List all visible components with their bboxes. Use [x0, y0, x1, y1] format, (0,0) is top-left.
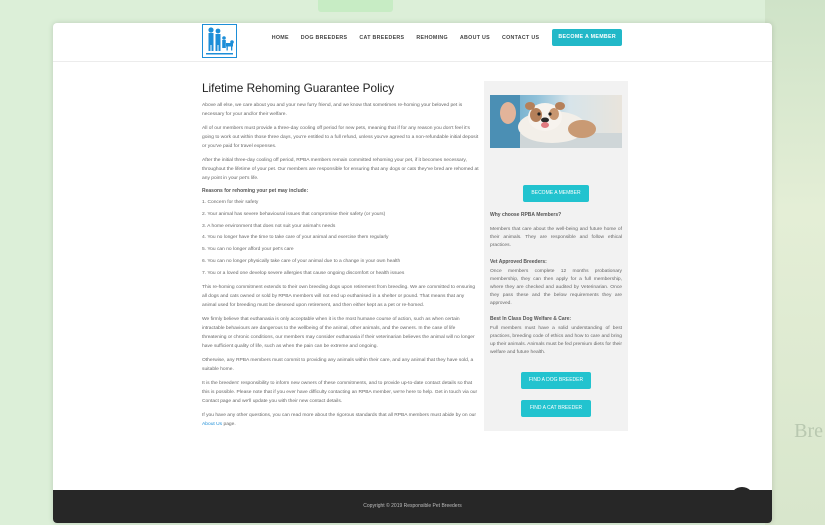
find-cat-breeder-button[interactable]: FIND A CAT BREEDER: [521, 400, 591, 417]
nav-cat-breeders[interactable]: CAT BREEDERS: [359, 34, 405, 41]
bulldog-photo: [490, 95, 622, 148]
best-section: [490, 316, 622, 357]
nav-contact-us[interactable]: CONTACT US: [501, 34, 540, 41]
nav-dog-breeders[interactable]: DOG BREEDERS: [300, 34, 348, 41]
list-item: 6. You can no longer physically take care of your animal due to a change in your own health: [202, 258, 401, 264]
list-item: 4. You no longer have the time to take care of your animal and exercise them regularly: [202, 235, 389, 241]
best-heading: Best In Class Dog Welfare & Care:: [490, 316, 572, 322]
questions-text-end: page.: [222, 422, 236, 428]
become-member-button[interactable]: BECOME A MEMBER: [523, 185, 589, 202]
paragraph-lifetime: After the initial three-day cooling off period, RPBA members remain committed rehoming your pet, if it becomes necessary, throughout the lifetime of your pet. Our members are responsible for ensuring that any dogs or cats they've bred are rehomed at any point in your pet's life.: [202, 158, 479, 181]
paragraph-cooling-off: All of our members must provide a three-day cooling off period for new pets, meaning that if for any reason you don't feel it's going to work out within those three days, you're entitled to a full refund, unless you've agreed to a non-refundable initial deposit or you've paid for travel expenses.: [202, 126, 479, 149]
copyright-text: Copyright © 2019 Responsible Pet Breeders: [363, 503, 462, 509]
site-footer: [53, 490, 772, 523]
family-logo-icon: [203, 25, 236, 57]
paragraph-suitable-home: Otherwise, any RPBA members must commit to providing any animals within their care, and any animal that they have sold, a suitable home.: [202, 358, 474, 373]
site-header: [53, 23, 772, 62]
list-item: 3. A home environment that does not suit your animal's needs: [202, 223, 336, 229]
reasons-heading: Reasons for rehoming your pet may include:: [202, 188, 309, 194]
nav-rehoming[interactable]: REHOMING: [416, 34, 448, 41]
best-text: Full members must have a solid understanding of best practices, breeding code of ethics and how to care and bring up their animals. Animals must be fed premium diets for their welfare and future health.: [490, 326, 622, 355]
vet-section: [490, 259, 622, 308]
paragraph-commitment: This re-homing commitment extends to their own breeding dogs upon retirement from breeding. We are committed to ensuring all dogs and cats owned or sold by RPBA members will not end up euthanised in a shelter or pound. That means that any animal used for breeding must be desexed upon retirement, and then either kept as a pet or re-homed.: [202, 285, 476, 309]
vet-text: Once members complete 12 months probationary membership, they can then apply for a full membership, where they are checked and audited by Veterinarian. Once they pass these and the below requirements they are approved.: [490, 269, 622, 306]
why-text-block: [490, 226, 622, 250]
reasons-list: [202, 200, 480, 277]
main-content: [202, 81, 480, 434]
background-right-panel: [765, 0, 825, 525]
bulldog-icon: [490, 95, 622, 148]
why-text: Members that care about the well-being and future home of their animals. They are responsible and follow ethical practices.: [490, 227, 622, 248]
background-text: Bre: [794, 420, 823, 442]
paragraph-responsibility: It is the breeders' responsibility to inform new owners of these commitments, and to provide up-to-date contact details so that this is possible. Please note that if you ever have difficulty contacting an RPBA member, we're here to help. Get in touch via our Contact page and we'll update you with their new contact details.: [202, 381, 478, 405]
questions-text: If you have any other questions, you can read more about the rigorous standards that all RPBA members must abide by on our: [202, 413, 477, 419]
paragraph-euthanasia: We firmly believe that euthanasia is only acceptable when it is the most humane course of action, such as when certain intractable behaviours are dangerous to the wellbeing of the animal, other animals, and the owners. In the case of life threatening or chronic conditions, our members may consider euthanasia if their veterinarian believes the animal will no longer have sufficient quality of life, such as when the pain can be extreme and ongoing.: [202, 317, 475, 350]
about-us-link[interactable]: About Us: [202, 422, 223, 428]
nav-home[interactable]: HOME: [271, 34, 289, 41]
browser-window: [53, 23, 772, 523]
find-dog-breeder-button[interactable]: FIND A DOG BREEDER: [521, 372, 591, 389]
list-item: 1. Concern for their safety: [202, 200, 259, 205]
paragraph-questions: [202, 411, 480, 429]
list-item: 5. You can no longer afford your pet's care: [202, 247, 294, 253]
list-item: 2. Your animal has severe behavioural issues that compromise their safety (or yours): [202, 211, 386, 217]
background-top-button: [318, 0, 393, 12]
why-heading: Why choose RPBA Members?: [490, 212, 562, 218]
sidebar: [484, 81, 628, 431]
paragraph-intro: Above all else, we care about you and your new furry friend, and we know that sometimes re-homing your beloved pet is necessary for your and/or their welfare.: [202, 103, 463, 117]
main-nav: [260, 29, 622, 46]
list-item: 7. You or a loved one develop severe allergies that cause ongoing discomfort or health issues: [202, 270, 405, 276]
page-title: Lifetime Rehoming Guarantee Policy: [202, 81, 395, 95]
site-logo[interactable]: [202, 24, 237, 58]
why-section: [490, 212, 622, 221]
nav-about-us[interactable]: ABOUT US: [459, 34, 490, 41]
vet-heading: Vet Approved Breeders:: [490, 259, 547, 265]
become-member-nav-button[interactable]: BECOME A MEMBER: [552, 29, 622, 46]
